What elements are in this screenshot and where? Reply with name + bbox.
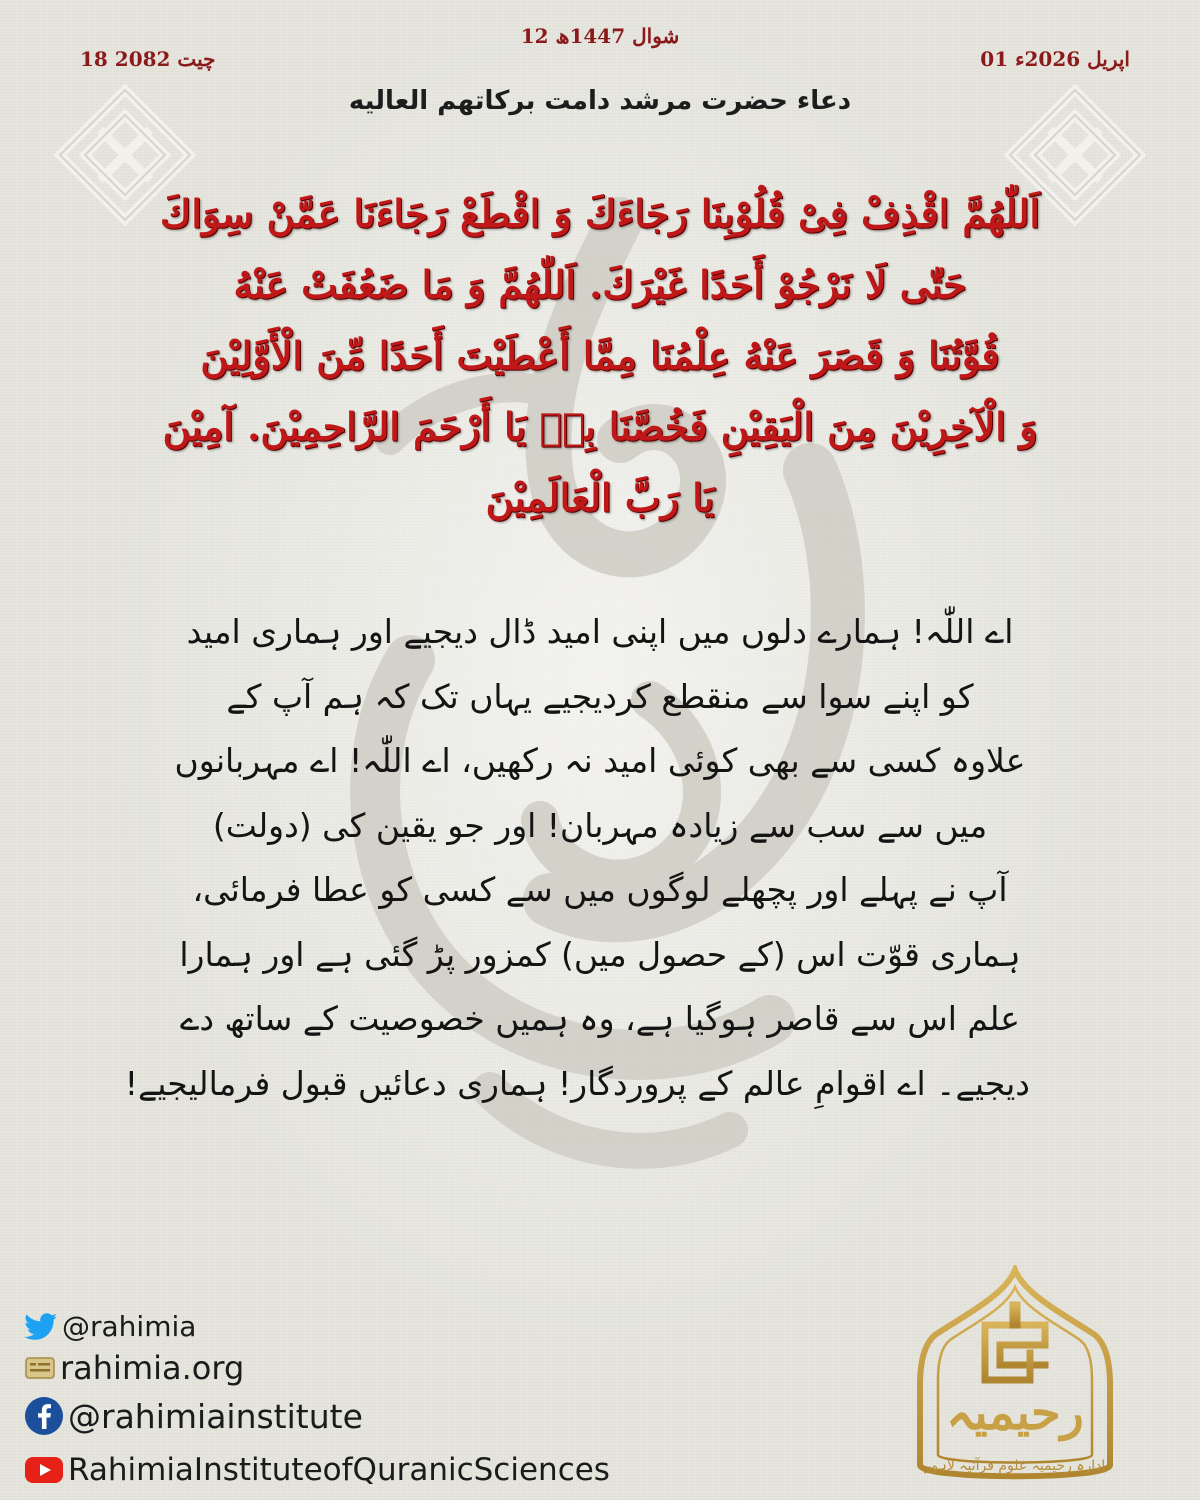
facebook-icon xyxy=(24,1396,64,1436)
arabic-dua-line: قُوَّتُنَا وَ قَصَرَ عَنْهُ عِلْمُنَا مِمَّا أَعْطَيْتَ أَحَدًا مِّنَ الْأَوَّلِيْنَ xyxy=(200,333,1000,378)
urdu-translation-line: آپ نے پہلے اور پچھلے لوگوں میں سے کسی کو عطا فرمائی، xyxy=(192,870,1008,909)
website-link[interactable] xyxy=(24,1349,244,1387)
urdu-translation-line: علاوہ کسی سے بھی کوئی امید نہ رکھیں، اے اللّٰہ! اے مہربانوں xyxy=(174,741,1026,780)
youtube-link[interactable] xyxy=(24,1452,610,1488)
urdu-translation-line: اے اللّٰہ! ہمارے دلوں میں اپنی امید ڈال دیجیے اور ہماری امید xyxy=(186,612,1014,651)
arabic-dua-line: وَ الْآخِرِيْنَ مِنَ الْيَقِيْنِ فَخُصَّنَا بِهٖ يَا أَرْحَمَ الرَّاحِمِيْنَ. آمِيْنَ xyxy=(162,404,1038,449)
youtube-channel: RahimiaInstituteofQuranicSciences xyxy=(68,1452,610,1488)
urdu-translation-line: میں سے سب سے زیادہ مہربان! اور جو یقین کی (دولت) xyxy=(212,805,988,845)
logo-name: رحیمیہ xyxy=(946,1385,1084,1441)
hijri-date: 12 شوال 1447ھ xyxy=(520,24,680,48)
arabic-dua-line: اَللّٰهُمَّ اقْذِفْ فِیْ قُلُوْبِنَا رَجَاءَكَ وَ اقْطَعْ رَجَاءَنَا عَمَّنْ سِوَاكَ xyxy=(160,191,1040,236)
logo-subtitle: ادارہ رحیمیہ علوم قرآنیہ لاہور xyxy=(924,1458,1106,1474)
urdu-translation-line: علم اس سے قاصر ہوگیا ہے، وہ ہمیں خصوصیت کے ساتھ دے xyxy=(180,999,1020,1038)
arabic-dua-line: يَا رَبَّ الْعَالَمِيْنَ xyxy=(485,475,715,520)
page-title: دعاء حضرت مرشد دامت برکاتهم العالیه xyxy=(348,86,852,116)
twitter-handle: @rahimia xyxy=(62,1310,197,1343)
facebook-handle: @rahimiainstitute xyxy=(68,1396,363,1436)
twitter-link[interactable] xyxy=(24,1310,196,1343)
urdu-translation xyxy=(124,600,1030,1116)
web-globe-icon xyxy=(24,1354,56,1382)
youtube-play-icon xyxy=(24,1455,64,1485)
bikrami-date: 18 چیت 2082 xyxy=(80,47,216,71)
facebook-link[interactable] xyxy=(24,1396,363,1436)
urdu-translation-line: کو اپنے سوا سے منقطع کردیجیے یہاں تک کہ ہم آپ کے xyxy=(226,676,974,716)
arabic-dua-line: حَتّٰى لَا نَرْجُوْ أَحَدًا غَيْرَكَ. اَللّٰهُمَّ وَ مَا ضَعُفَتْ عَنْهُ xyxy=(233,262,967,307)
website-url: rahimia.org xyxy=(60,1349,245,1387)
twitter-bird-icon xyxy=(24,1313,58,1341)
arabic-dua xyxy=(120,178,1080,533)
gregorian-date: 01 اپریل 2026ء xyxy=(980,47,1130,71)
urdu-translation-line: دیجیے۔ اے اقوامِ عالم کے پروردگار! ہماری دعائیں قبول فرمالیجیے! xyxy=(124,1063,1030,1103)
urdu-translation-line: ہماری قوّت اس (کے حصول میں) کمزور پڑ گئی ہے اور ہمارا xyxy=(179,934,1021,974)
